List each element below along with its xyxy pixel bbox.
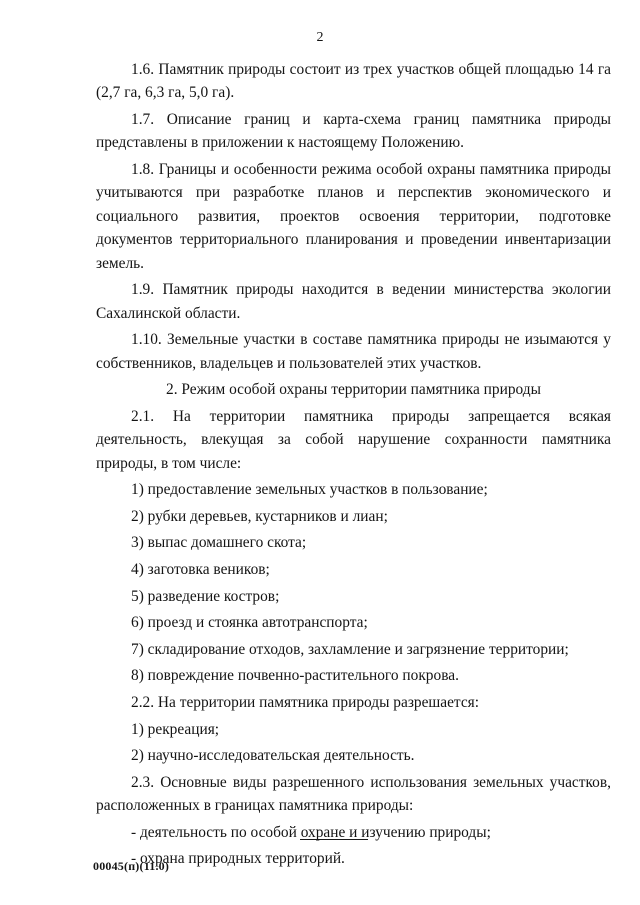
list-item: - деятельность по особой охране и изучению природы; [131,823,491,841]
paragraph-2-3: 2.3. Основные виды разрешенного использования земельных участков, расположенных в границах памятника природы: [96,773,611,815]
list-item: 2) научно-исследовательская деятельность. [131,747,415,765]
document-body [96,58,611,874]
paragraph-1-8: 1.8. Границы и особенности режима особой охраны памятника природы учитываются при разработке планов и перспектив экономического и социального развития, проектов освоения территории, подготовке документов территориального планирования и проведении инвентаризации земель. [96,161,611,272]
document-code: 00045(п)(11.0) [93,859,170,873]
paragraph-1-7: 1.7. Описание границ и карта-схема границ памятника природы представлены в приложении к настоящему Положению. [96,111,611,152]
paragraph-2-1: 2.1. На территории памятника природы запрещается всякая деятельность, влекущая за собой нарушение сохранности памятника природы, в том числе: [96,407,611,472]
list-item: 1) рекреация; [131,720,220,738]
list-item: 5) разведение костров; [131,587,280,605]
list-item: 8) повреждение почвенно-растительного покрова. [131,667,459,685]
list-item: 1) предоставление земельных участков в пользование; [131,481,488,499]
list-item: - охрана природных территорий. [131,850,345,868]
list-item: 3) выпас домашнего скота; [131,534,307,552]
list-item: 4) заготовка веников; [131,561,270,578]
section-heading-2: 2. Режим особой охраны территории памятника природы [166,381,541,399]
list-item: 6) проезд и стоянка автотранспорта; [131,614,368,632]
paragraph-1-9: 1.9. Памятник природы находится в ведении министерства экологии Сахалинской области. [96,281,611,322]
paragraph-1-10: 1.10. Земельные участки в составе памятника природы не изымаются у собственников, владельцев и пользователей этих участков. [96,331,611,372]
list-item: 7) складирование отходов, захламление и загрязнение территории; [131,640,569,658]
end-divider [300,839,368,840]
paragraph-2-2: 2.2. На территории памятника природы разрешается: [131,693,480,711]
list-item: 2) рубки деревьев, кустарников и лиан; [131,507,388,525]
paragraph-1-6: 1.6. Памятник природы состоит из трех участков общей площадью 14 га (2,7 га, 6,3 га, 5,0 га). [96,61,611,102]
page-number: 2 [316,30,324,45]
